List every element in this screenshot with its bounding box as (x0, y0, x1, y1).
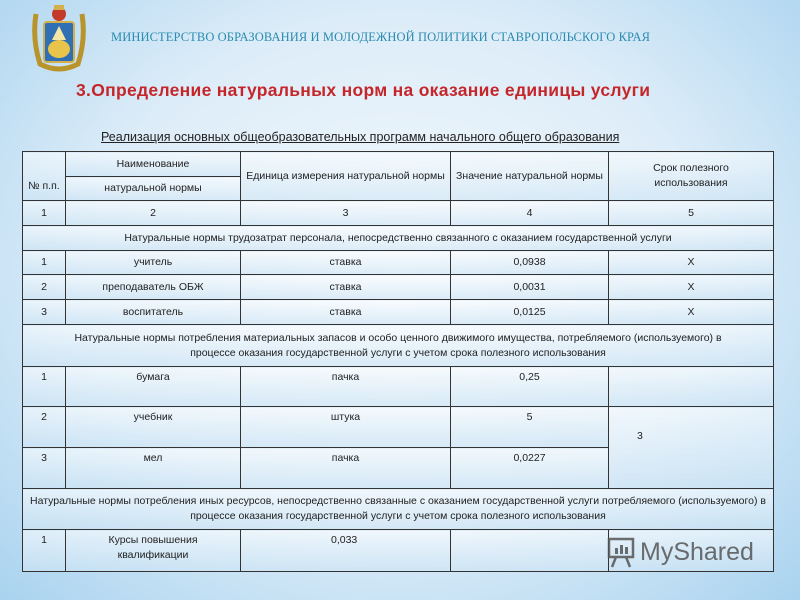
header-row (23, 152, 774, 177)
cell-value (451, 530, 609, 572)
cell-unit: ставка (241, 300, 451, 325)
section-title-staff: Натуральные нормы трудозатрат персонала, непосредственно связанного с оказанием государственной услуги (23, 226, 774, 251)
norms-table (22, 151, 774, 572)
cell-num: 1 (23, 530, 66, 572)
cell-unit: ставка (241, 275, 451, 300)
cell-name: воспитатель (66, 300, 241, 325)
cell-num: 2 (23, 407, 66, 448)
cell-value: 0,0125 (451, 300, 609, 325)
table-subtitle: Реализация основных общеобразовательных программ начального общего образования (101, 130, 620, 144)
section-title-other: Натуральные нормы потребления иных ресурсов, непосредственно связанные с оказанием государственной услуги потребляемого (используемого) в процессе оказания государственной услуги с учетом срока полезного использования (23, 489, 774, 530)
cell-num: 3 (23, 448, 66, 489)
cell-name: учебник (66, 407, 241, 448)
header-num: № п.п. (23, 152, 66, 201)
cell-name: преподаватель ОБЖ (66, 275, 241, 300)
table-row (23, 300, 774, 325)
cell-unit: пачка (241, 448, 451, 489)
page-title: 3.Определение натуральных норм на оказание единицы услуги (76, 80, 651, 100)
cell-unit: пачка (241, 367, 451, 407)
cell-term: Х (609, 300, 774, 325)
cell-unit: штука (241, 407, 451, 448)
table-row (23, 251, 774, 275)
ministry-name: МИНИСТЕРСТВО ОБРАЗОВАНИЯ И МОЛОДЕЖНОЙ ПОЛИТИКИ СТАВРОПОЛЬСКОГО КРАЯ (111, 30, 651, 44)
header-term: Срок полезного использования (609, 152, 774, 201)
table-row (23, 275, 774, 300)
cell-name: Курсы повышения квалификации (66, 530, 241, 572)
cell-term (609, 367, 774, 407)
cell-value: 0,0031 (451, 275, 609, 300)
table-row (23, 367, 774, 407)
cell-name: учитель (66, 251, 241, 275)
cell-name: мел (66, 448, 241, 489)
cell-unit: 0,033 (241, 530, 451, 572)
header-unit: Единица измерения натуральной нормы (241, 152, 451, 201)
col-number: 2 (66, 201, 241, 226)
cell-unit: ставка (241, 251, 451, 275)
cell-name: бумага (66, 367, 241, 407)
header-value: Значение натуральной нормы (451, 152, 609, 201)
cell-value: 5 (451, 407, 609, 448)
table-row (23, 407, 774, 448)
col-number: 4 (451, 201, 609, 226)
cell-value: 0,0227 (451, 448, 609, 489)
cell-term: Х (609, 275, 774, 300)
cell-term-merged: 3 (609, 407, 774, 489)
watermark-text: MyShared (640, 537, 754, 566)
section-title-materials: Натуральные нормы потребления материальных запасов и особо ценного движимого имущества, потребляемого (используемого) в процессе оказания государственной услуги с учетом срока полезного использования (23, 325, 774, 367)
cell-num: 1 (23, 367, 66, 407)
col-number: 5 (609, 201, 774, 226)
cell-num: 1 (23, 251, 66, 275)
header-name-bottom: натуральной нормы (66, 177, 241, 201)
cell-num: 2 (23, 275, 66, 300)
column-numbers-row (23, 201, 774, 226)
cell-num: 3 (23, 300, 66, 325)
watermark (606, 536, 754, 568)
cell-term: Х (609, 251, 774, 275)
col-number: 1 (23, 201, 66, 226)
header-name-top: Наименование (66, 152, 241, 177)
presentation-chart-icon (606, 536, 636, 568)
cell-value: 0,25 (451, 367, 609, 407)
cell-value: 0,0938 (451, 251, 609, 275)
coat-of-arms-emblem (30, 4, 88, 74)
col-number: 3 (241, 201, 451, 226)
